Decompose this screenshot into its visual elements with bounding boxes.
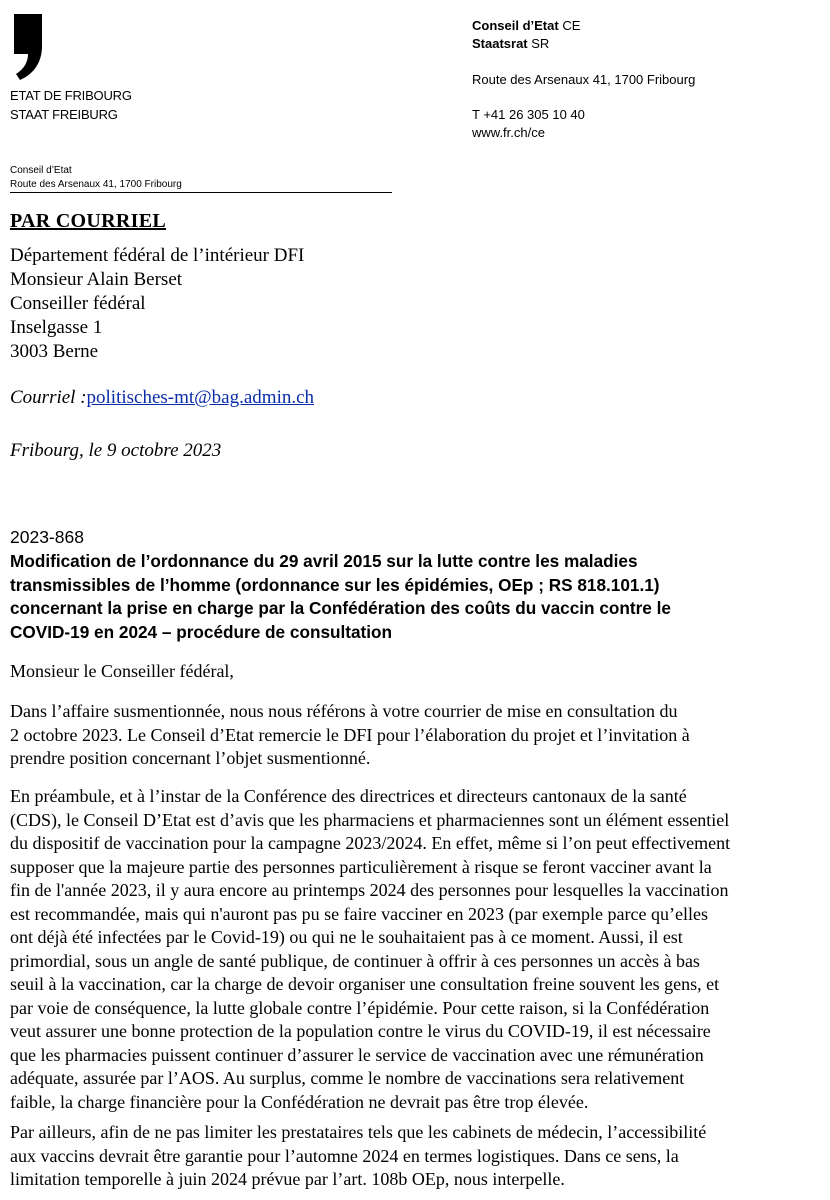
email-link[interactable]: politisches-mt@bag.admin.ch <box>86 387 315 408</box>
paragraph-line: adéquate, assurée par l’AOS. Au surplus, comme le nombre de vaccinations sera relativement <box>10 1068 685 1088</box>
subject-heading <box>10 550 818 644</box>
paragraph-line: aux vaccins devrait être garantie pour l’automne 2024 en termes logistiques. Dans ce sens, la <box>10 1145 679 1166</box>
canton-name-de: STAAT FREIBURG <box>10 107 118 122</box>
subject-line: transmissibles de l’homme (ordonnance sur les épidémies, OEp ; RS 818.101.1) <box>10 574 660 595</box>
paragraph-line: supposer que la majeure partie des personnes particulièrement à risque se feront vacciner avant la <box>10 856 712 877</box>
recipient-line: Département fédéral de l’intérieur DFI <box>10 245 305 266</box>
salutation: Monsieur le Conseiller fédéral, <box>10 661 234 681</box>
org-name-fr: Conseil d’Etat CE <box>472 18 581 33</box>
sender-divider <box>10 192 392 193</box>
paragraph-line: Dans l’affaire susmentionnée, nous nous référons à votre courrier de mise en consultation du <box>10 701 678 721</box>
email-label: Courriel : <box>10 387 87 408</box>
paragraph-line: veut assurer une bonne protection de la population contre le virus du COVID-19, il est nécessaire <box>10 1021 711 1041</box>
subject-line: concernant la prise en charge par la Confédération des coûts du vaccin contre le <box>10 598 671 618</box>
canton-logo-comma-mark <box>8 12 48 80</box>
paragraph-line: seuil à la vaccination, car la charge de devoir organiser une consultation freine souvent les gens, et <box>10 974 720 994</box>
paragraph-line: Par ailleurs, afin de ne pas limiter les prestataires tels que les cabinets de médecin, l’accessibilité <box>10 1122 707 1142</box>
recipient-line: Conseiller fédéral <box>10 293 146 314</box>
recipient-line: Inselgasse 1 <box>10 317 103 338</box>
canton-name-fr: ETAT DE FRIBOURG <box>10 88 132 103</box>
paragraph-line: (CDS), le Conseil D’Etat est d’avis que les pharmaciens et pharmaciennes sont un élément essentiel <box>10 809 730 830</box>
sender-block <box>10 164 392 192</box>
paragraph-line: primordial, sous un angle de santé publique, de continuer à offrir à ces personnes un accès à bas <box>10 950 700 971</box>
delivery-method: PAR COURRIEL <box>10 210 167 232</box>
letterhead-phone: T +41 26 305 10 40 <box>472 107 585 122</box>
paragraph-line: faible, la charge financière pour la Confédération ne devrait pas être trop élevée. <box>10 1091 589 1112</box>
paragraph-line: ont déjà été infectées par le Covid-19) ou qui ne le souhaitaient pas à ce moment. Aussi, il est <box>10 927 683 947</box>
paragraph-line: est recommandée, mais qui n'auront pas pu se faire vacciner en 2023 (par exemple parce qu’elles <box>10 903 708 924</box>
paragraph-line: limitation temporelle à juin 2024 prévue par l’art. 108b OEp, nous interpelle. <box>10 1169 565 1189</box>
paragraph-3 <box>10 1121 818 1192</box>
sender-address: Route des Arsenaux 41, 1700 Fribourg <box>10 179 182 190</box>
paragraph-line: du dispositif de vaccination pour la campagne 2023/2024. En effet, même si l’on peut effectivement <box>10 833 731 853</box>
reference-number: 2023-868 <box>10 527 84 547</box>
paragraph-line: En préambule, et à l’instar de la Conférence des directrices et directeurs cantonaux de la santé <box>10 786 687 806</box>
subject-line: Modification de l’ordonnance du 29 avril 2015 sur la lutte contre les maladies <box>10 551 638 571</box>
paragraph-2 <box>10 785 818 1114</box>
recipient-email <box>10 387 314 409</box>
letterhead-contact <box>472 17 695 142</box>
recipient-address <box>10 244 304 364</box>
letterhead-address: Route des Arsenaux 41, 1700 Fribourg <box>472 72 696 87</box>
paragraph-line: que les pharmacies puissent continuer d’assurer le service de vaccination avec une rémunération <box>10 1044 704 1065</box>
letterhead-website: www.fr.ch/ce <box>472 125 545 140</box>
recipient-line: 3003 Berne <box>10 341 99 362</box>
paragraph-line: fin de l'année 2023, il y aura encore au printemps 2024 des personnes pour lesquelles la vaccination <box>10 880 729 900</box>
letter-date: Fribourg, le 9 octobre 2023 <box>10 440 222 461</box>
paragraph-line: par voie de conséquence, la lutte globale contre l’épidémie. Pour cette raison, si la Confédération <box>10 997 710 1018</box>
org-name-de: Staatsrat SR <box>472 36 550 51</box>
paragraph-line: 2 octobre 2023. Le Conseil d’Etat remercie le DFI pour l’élaboration du projet et l’invitation à <box>10 724 690 745</box>
subject-line: COVID-19 en 2024 – procédure de consultation <box>10 621 393 642</box>
paragraph-1 <box>10 700 818 771</box>
paragraph-line: prendre position concernant l’objet susmentionné. <box>10 748 371 768</box>
canton-name <box>10 86 132 124</box>
sender-name: Conseil d’Etat <box>10 165 72 176</box>
recipient-line: Monsieur Alain Berset <box>10 269 183 290</box>
